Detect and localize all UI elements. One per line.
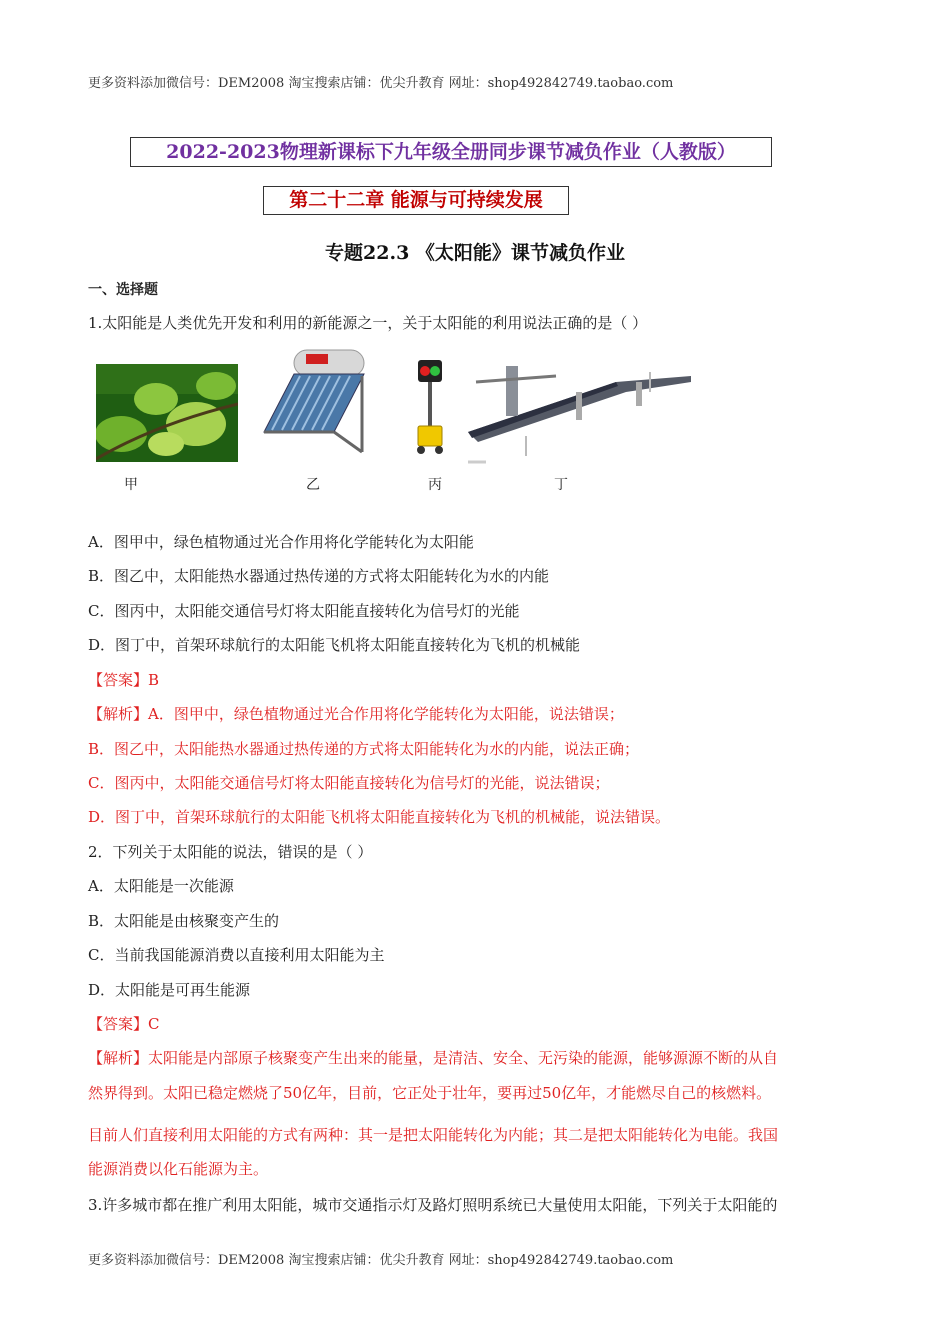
solar-water-heater-image — [254, 344, 370, 456]
chapter-title: 第二十二章 能源与可持续发展 — [263, 186, 569, 215]
q1-option-b: B．图乙中，太阳能热水器通过热传递的方式将太阳能转化为水的内能 — [88, 567, 550, 585]
page-footer: 更多资料添加微信号：DEM2008 淘宝搜索店铺：优尖升教育 网址：shop492842749.taobao.com — [88, 1253, 674, 1268]
q2-option-a: A．太阳能是一次能源 — [88, 877, 234, 895]
q1-option-c: C．图丙中，太阳能交通信号灯将太阳能直接转化为信号灯的光能 — [88, 602, 520, 620]
q2-option-c: C．当前我国能源消费以直接利用太阳能为主 — [88, 946, 385, 964]
q1-analysis-line: 【解析】A．图甲中，绿色植物通过光合作用将化学能转化为太阳能，说法错误； — [88, 705, 624, 723]
q2-option-b: B．太阳能是由核聚变产生的 — [88, 912, 280, 930]
figure-label-bing: 丙 — [428, 477, 442, 493]
q2-analysis-line: 目前人们直接利用太阳能的方式有两种：其一是把太阳能转化为内能；其二是把太阳能转化为电能。我国 — [88, 1126, 779, 1144]
q1-option-a: A．图甲中，绿色植物通过光合作用将化学能转化为太阳能 — [88, 533, 474, 551]
q2-option-d: D．太阳能是可再生能源 — [88, 981, 251, 999]
section-heading: 一、选择题 — [88, 282, 158, 298]
q1-stem: 1.太阳能是人类优先开发和利用的新能源之一，关于太阳能的利用说法正确的是（ ） — [88, 314, 648, 332]
leaves-photo — [96, 364, 238, 462]
figure-label-ding: 丁 — [554, 477, 568, 493]
solar-traffic-light-image — [405, 358, 455, 458]
q2-stem: 2．下列关于太阳能的说法，错误的是（ ） — [88, 843, 373, 861]
q2-analysis-line: 能源消费以化石能源为主。 — [88, 1160, 269, 1178]
figure-label-jia: 甲 — [124, 477, 138, 493]
page-header: 更多资料添加微信号：DEM2008 淘宝搜索店铺：优尖升教育 网址：shop492842749.taobao.com — [88, 76, 674, 91]
q2-answer: 【答案】C — [88, 1015, 160, 1033]
solar-airplane-image — [466, 352, 698, 464]
q3-stem: 3.许多城市都在推广利用太阳能，城市交通指示灯及路灯照明系统已大量使用太阳能，下列关于太阳能的 — [88, 1196, 778, 1214]
q1-analysis-line: B．图乙中，太阳能热水器通过热传递的方式将太阳能转化为水的内能，说法正确； — [88, 740, 640, 758]
q1-analysis-line: C．图丙中，太阳能交通信号灯将太阳能直接转化为信号灯的光能，说法错误； — [88, 774, 610, 792]
document-title: 2022-2023物理新课标下九年级全册同步课节减负作业（人教版） — [130, 137, 772, 167]
q1-option-d: D．图丁中，首架环球航行的太阳能飞机将太阳能直接转化为飞机的机械能 — [88, 636, 581, 654]
q1-answer: 【答案】B — [88, 671, 160, 689]
q2-analysis-line: 然界得到。太阳已稳定燃烧了50亿年，目前，它正处于壮年，要再过50亿年，才能燃尽自己的核燃料。 — [88, 1084, 772, 1102]
q2-analysis-line: 【解析】太阳能是内部原子核聚变产生出来的能量，是清洁、安全、无污染的能源，能够源源不断的从自 — [88, 1049, 779, 1067]
figure-label-yi: 乙 — [306, 477, 320, 493]
q1-analysis-line: D．图丁中，首架环球航行的太阳能飞机将太阳能直接转化为飞机的机械能，说法错误。 — [88, 808, 671, 826]
topic-title: 专题22.3 《太阳能》课节减负作业 — [325, 242, 625, 264]
